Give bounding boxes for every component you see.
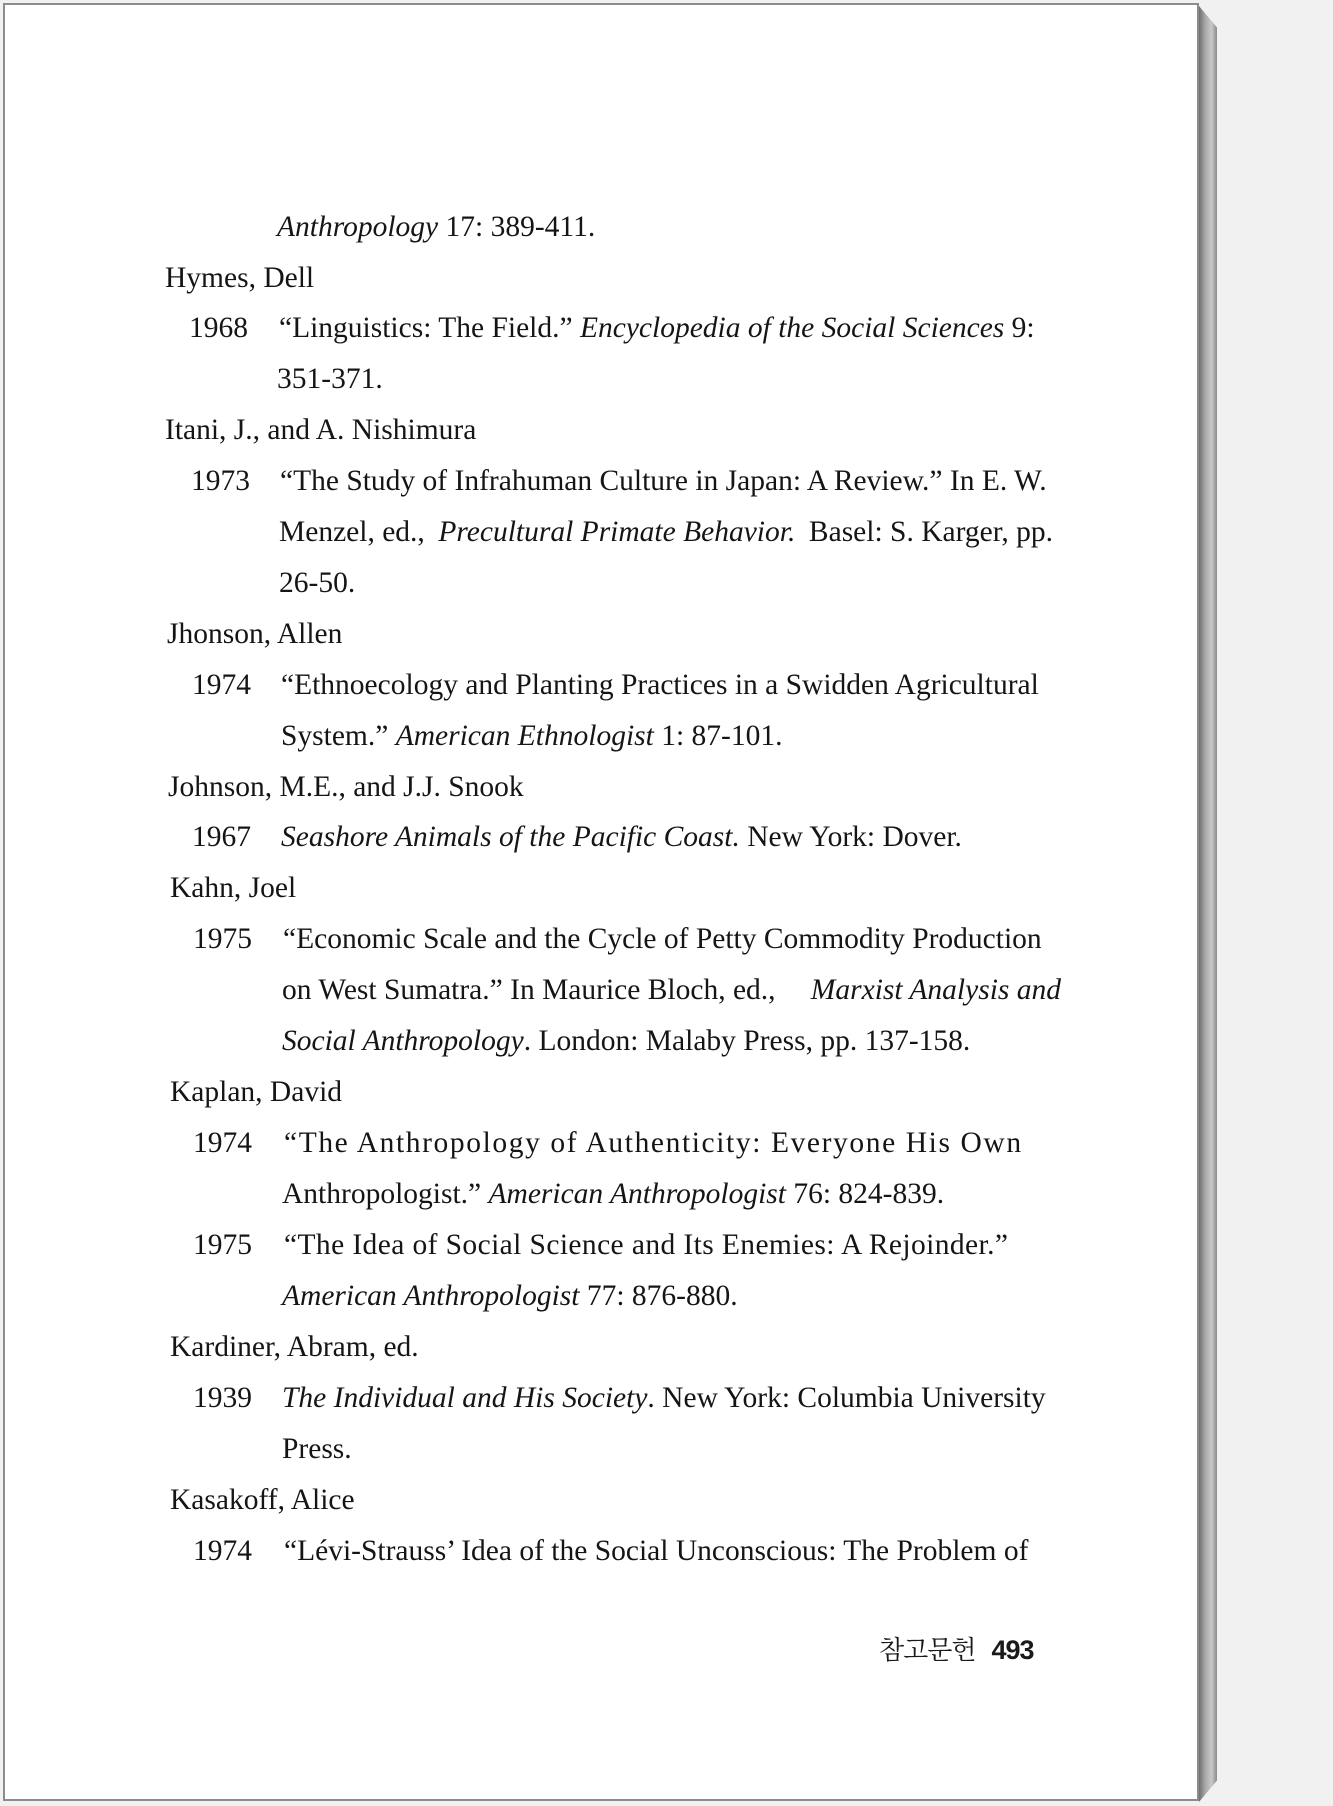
entry-year: 1975 [193, 1229, 252, 1261]
journal-title: Anthropology [277, 211, 439, 243]
entry-year: 1974 [193, 1127, 252, 1159]
entry-line [282, 1180, 944, 1210]
journal-title: Encyclopedia of the Social Sciences [579, 312, 1005, 344]
entry-line: “The Idea of Social Science and Its Enemies: A Rejoinder.” [284, 1229, 1009, 1261]
journal-title: American Anthropologist [282, 1280, 580, 1312]
entry-year: 1975 [193, 923, 252, 955]
bibliography-list [5, 5, 1197, 1799]
citation-detail: 77: 876-880. [579, 1280, 738, 1312]
author-heading: Kahn, Joel [170, 872, 297, 904]
citation-detail: . London: Malaby Press, pp. 137-158. [523, 1025, 971, 1057]
entry-line: 26-50. [279, 567, 356, 599]
journal-title: American Ethnologist [395, 720, 654, 752]
journal-title: American Anthropologist [488, 1178, 786, 1210]
book-title: Precultural Primate Behavior. [438, 516, 796, 548]
author-heading: Hymes, Dell [165, 262, 315, 294]
entry-year: 1967 [192, 821, 251, 853]
entry-year: 1974 [193, 1535, 252, 1567]
entry-year: 1968 [189, 312, 248, 344]
article-title: “Linguistics: The Field.” [279, 312, 573, 344]
entry-line: 351-371. [277, 363, 383, 395]
entry-line: “Ethnoecology and Planting Practices in a Swidden Agricultural [281, 669, 1039, 701]
entry-line [282, 1282, 738, 1312]
book-title: Seashore Animals of the Pacific Coast. [281, 821, 740, 853]
entry-line: “Lévi-Strauss’ Idea of the Social Unconscious: The Problem of [284, 1535, 1029, 1567]
entry-line [281, 823, 962, 853]
entry-year: 1973 [191, 465, 250, 497]
entry-year: 1939 [193, 1382, 252, 1414]
author-heading: Kaplan, David [170, 1076, 343, 1108]
author-heading: Kardiner, Abram, ed. [170, 1331, 419, 1363]
book-title: The Individual and His Society [282, 1382, 648, 1414]
citation-detail: 76: 824-839. [785, 1178, 945, 1210]
entry-line [282, 976, 1061, 1006]
entry-line: Press. [282, 1433, 352, 1465]
citation-detail: 9: [1004, 312, 1035, 344]
author-heading: Kasakoff, Alice [170, 1484, 355, 1516]
entry-line [282, 1384, 1046, 1414]
author-heading: Jhonson, Allen [167, 618, 343, 650]
article-title: Anthropologist.” [282, 1178, 482, 1210]
entry-line [279, 314, 1035, 344]
entry-continuation-line [277, 213, 595, 243]
entry-line: “Economic Scale and the Cycle of Petty Commodity Production [283, 923, 1042, 955]
citation-detail: on West Sumatra.” In Maurice Bloch, ed., [282, 974, 776, 1006]
author-heading: Johnson, M.E., and J.J. Snook [168, 771, 524, 803]
page-footer [879, 1630, 1034, 1667]
entry-line [281, 722, 782, 752]
citation-detail: Menzel, ed., [279, 516, 425, 548]
entry-year: 1974 [192, 669, 251, 701]
book-page [3, 3, 1199, 1801]
entry-line: “The Study of Infrahuman Culture in Japan: A Review.” In E. W. [280, 465, 1047, 497]
citation-detail: 17: 389-411. [438, 211, 596, 243]
book-title: Marxist Analysis and [810, 974, 1061, 1006]
running-footer-title: 참고문헌 [879, 1636, 976, 1666]
entry-line [282, 1027, 970, 1057]
author-heading: Itani, J., and A. Nishimura [165, 414, 477, 446]
citation-detail: . New York: Columbia University [647, 1382, 1046, 1414]
article-title: System.” [281, 720, 389, 752]
citation-detail: 1: 87-101. [653, 720, 783, 752]
page-number: 493 [991, 1635, 1034, 1665]
book-title: Social Anthropology [282, 1025, 524, 1057]
entry-line: “The Anthropology of Authenticity: Everyone His Own [284, 1127, 1023, 1159]
entry-line [279, 518, 1053, 548]
citation-detail: New York: Dover. [739, 821, 962, 853]
book-page-edge [1199, 6, 1217, 1802]
citation-detail: Basel: S. Karger, pp. [808, 516, 1053, 548]
